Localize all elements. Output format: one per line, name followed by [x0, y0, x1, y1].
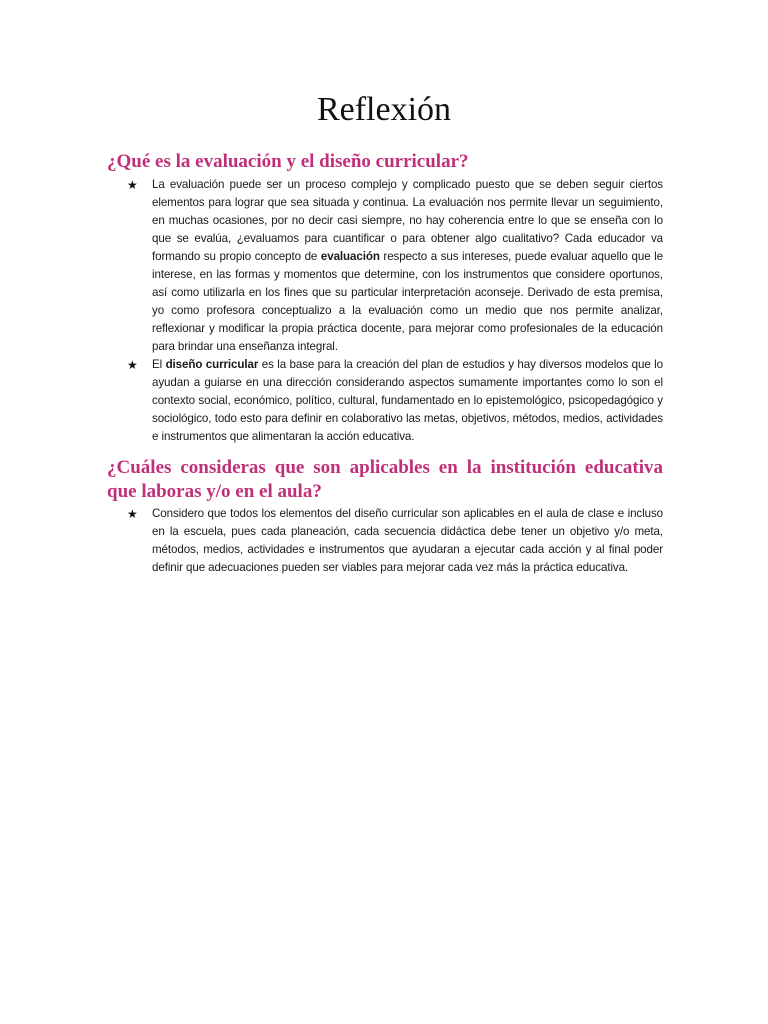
paragraph-text: El: [152, 358, 166, 371]
list-item: [107, 505, 663, 577]
list-item: [107, 356, 663, 446]
star-icon: ★: [127, 507, 138, 521]
paragraph-text: La evaluación puede ser un proceso complejo y complicado puesto que se deben seguir ciertos elementos para lograr que sea situada y continua. La evaluación nos permite llevar un seguimiento, en muchas ocasiones, por no decir casi siempre, no hay coherencia entre lo que se enseña con lo que se evalúa, ¿evaluamos para cuantificar o para obtener algo cualitativo? Cada educador va formando su propio concepto de: [152, 178, 663, 263]
bullet-list-aplicables: [107, 505, 663, 577]
paragraph-text: Considero que todos los elementos del diseño curricular son aplicables en el aula de clase e incluso en la escuela, pues cada planeación, cada secuencia didáctica debe tener un objetivo y/o meta, métodos, medios, actividades e instrumentos que ayudaran a ejecutar cada acción y al final poder definir que adecuaciones pueden ser viables para mejorar cada vez más la práctica educativa.: [152, 507, 663, 574]
list-item: [107, 176, 663, 356]
section-heading-aplicables: ¿Cuáles consideras que son aplicables en la institución educativa que laboras y/o en el aula?: [107, 457, 663, 502]
star-icon: ★: [127, 178, 138, 192]
section-heading-evaluacion: ¿Qué es la evaluación y el diseño curricular?: [107, 151, 469, 172]
star-icon: ★: [127, 358, 138, 372]
paragraph-text: es la base para la creación del plan de estudios y hay diversos modelos que lo ayudan a guiarse en una dirección considerando aspectos sumamente importantes como lo son el contexto social, económico, político, cultural, fundamentado en lo epistemológico, psicopedagógico y sociológico, todo esto para definir en colaborativo las metas, objetivos, métodos, medios, actividades e instrumentos que alimentaran la acción educativa.: [152, 358, 663, 443]
bold-term: evaluación: [320, 250, 380, 263]
page-title: Reflexión: [316, 91, 452, 128]
bullet-list-evaluacion: [107, 176, 663, 446]
paragraph-text: respecto a sus intereses, puede evaluar aquello que le interese, en las formas y momentos que determine, con los instrumentos que considere oportunos, así como utilizarla en los fines que su particular interpretación aconseje. Derivado de esta premisa, yo como profesora conceptualizo a la evaluación como un medio que nos permite analizar, reflexionar y modificar la propia práctica docente, para mejorar como profesionales de la educación para brindar una enseñanza integral.: [152, 250, 663, 353]
bold-term: diseño curricular: [165, 358, 259, 371]
